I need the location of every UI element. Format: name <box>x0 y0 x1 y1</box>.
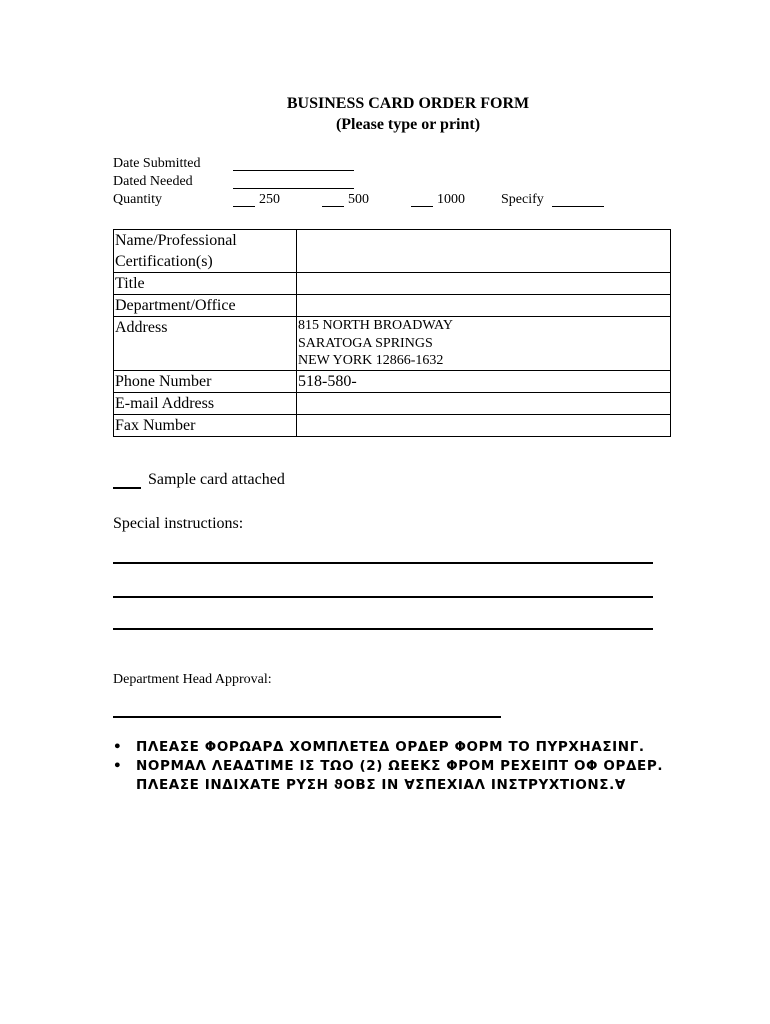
info-table <box>113 229 671 437</box>
department-value-cell[interactable] <box>297 295 671 317</box>
email-label: E-mail Address <box>114 392 297 414</box>
name-label-line1: Name/Professional <box>115 232 237 249</box>
bullet-icon: • <box>113 739 123 755</box>
department-label: Department/Office <box>114 295 297 317</box>
list-item <box>113 757 733 795</box>
fax-label: Fax Number <box>114 414 297 436</box>
date-needed-label: Dated Needed <box>113 174 193 189</box>
special-instructions-line-1[interactable] <box>113 562 653 564</box>
special-instructions-line-2[interactable] <box>113 596 653 598</box>
quantity-label: Quantity <box>113 192 162 207</box>
specify-label: Specify <box>501 192 544 207</box>
note-text: ΝΟΡΜΑΛ ΛΕΑΔΤΙΜΕ ΙΣ ΤΩΟ (2) ΩΕΕΚΣ ΦΡΟΜ ΡΕΧΕΙΠΤ ΟΦ ΟΡΔΕΡ. <box>136 758 664 774</box>
address-line-3: NEW YORK 12866-1632 <box>298 353 444 368</box>
sample-card-checkbox-blank[interactable] <box>113 473 141 489</box>
notes-list <box>113 738 733 795</box>
approval-label: Department Head Approval: <box>113 672 272 687</box>
phone-value-cell[interactable]: 518-580- <box>297 370 671 392</box>
approval-signature-line[interactable] <box>113 716 501 718</box>
table-row <box>114 317 671 371</box>
date-needed-blank[interactable] <box>233 175 354 189</box>
qty-1000-label: 1000 <box>437 192 465 207</box>
special-instructions-label: Special instructions: <box>113 515 244 532</box>
qty-250-label: 250 <box>259 192 280 207</box>
name-label-cell <box>114 230 297 273</box>
address-line-1: 815 NORTH BROADWAY <box>298 318 453 333</box>
title-label: Title <box>114 273 297 295</box>
table-row <box>114 370 671 392</box>
bullet-icon: • <box>113 758 123 774</box>
qty-1000-blank[interactable] <box>411 193 433 207</box>
name-value-cell[interactable] <box>297 230 671 273</box>
email-value-cell[interactable] <box>297 392 671 414</box>
qty-500-label: 500 <box>348 192 369 207</box>
title-value-cell[interactable] <box>297 273 671 295</box>
page-title: BUSINESS CARD ORDER FORM <box>286 95 530 112</box>
table-row <box>114 392 671 414</box>
page-subtitle: (Please type or print) <box>335 116 481 133</box>
table-row <box>114 295 671 317</box>
qty-250-blank[interactable] <box>233 193 255 207</box>
list-item <box>113 738 733 757</box>
sample-card-label: Sample card attached <box>148 471 285 488</box>
note-text: ΠΛΕΑΣΕ ΙΝΔΙΧΑΤΕ ΡΥΣΗ ϑΟΒΣ ΙΝ ∀ΣΠΕΧΙΑΛ ΙΝΣΤΡΥΧΤΙΟΝΣ.∀ <box>136 777 626 793</box>
table-row <box>114 414 671 436</box>
note-text: ΠΛΕΑΣΕ ΦΟΡΩΑΡΔ ΧΟΜΠΛΕΤΕΔ ΟΡΔΕΡ ΦΟΡΜ ΤΟ ΠΥΡΧΗΑΣΙΝΓ. <box>136 739 645 755</box>
table-row <box>114 273 671 295</box>
date-submitted-label: Date Submitted <box>113 156 201 171</box>
special-instructions-line-3[interactable] <box>113 628 653 630</box>
date-submitted-blank[interactable] <box>233 157 354 171</box>
name-label-line2: Certification(s) <box>115 253 213 270</box>
fax-value-cell[interactable] <box>297 414 671 436</box>
address-value-cell[interactable] <box>297 317 671 371</box>
address-line-2: SARATOGA SPRINGS <box>298 335 433 351</box>
specify-blank[interactable] <box>552 193 604 207</box>
table-row <box>114 230 671 273</box>
qty-500-blank[interactable] <box>322 193 344 207</box>
phone-label: Phone Number <box>114 370 297 392</box>
address-label: Address <box>114 317 297 371</box>
